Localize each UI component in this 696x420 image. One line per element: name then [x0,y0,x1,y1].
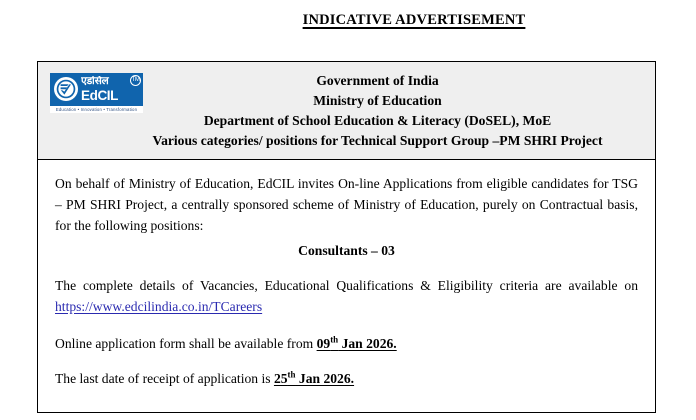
header-line-ministry: Ministry of Education [313,93,442,109]
last-date-value [274,371,354,386]
header-line-positions: Various categories/ positions for Technical Support Group –PM SHRI Project [152,133,603,149]
edcil-logo [50,73,143,113]
last-date-day: 25 [273,371,288,387]
edcil-logo-hindi: एडसिल [81,75,109,87]
last-date-month-year: Jan 2026. [295,371,355,387]
advertisement-table [37,61,656,413]
details-paragraph [55,276,638,317]
edcil-emblem-icon [54,77,78,101]
last-date-paragraph [55,369,638,390]
edcil-logo-latin: EdCIL [81,87,118,103]
online-form-text: Online application form shall be available from [55,335,317,351]
online-form-date [317,336,397,351]
advertisement-body-cell [38,160,655,412]
details-text: The complete details of Vacancies, Educational Qualifications & Eligibility criteria are available on [55,278,638,294]
page-title-container [0,11,696,29]
intro-paragraph: On behalf of Ministry of Education, EdCIL invites On-line Applications from eligible candidates for TSG – PM SHRI Project, a centrally sponsored scheme of Ministry of Education, purely on Contractual basis, for the following positions: [55,176,638,233]
edcil-logo-main [50,73,143,105]
positions-heading: Consultants – 03 [298,243,395,259]
page-title: INDICATIVE ADVERTISEMENT [302,12,526,28]
trademark-icon: TM [130,75,141,86]
header-line-government: Government of India [316,73,439,88]
online-form-day: 09 [316,335,331,351]
edcil-careers-link[interactable]: https://www.edcilindia.co.in/TCareers [55,299,263,315]
online-form-paragraph [55,334,638,355]
header-line-department: Department of School Education & Literacy (DoSEL), MoE [203,113,552,129]
edcil-logo-tagline: Education • Innovation • Transformation [50,105,143,113]
edcil-logo-wordmark [81,76,118,103]
online-form-month-year: Jan 2026. [338,335,397,351]
last-date-day-suffix: th [287,369,296,380]
advertisement-header-cell [38,62,655,160]
last-date-text: The last date of receipt of application is [55,371,274,387]
online-form-day-suffix: th [330,334,339,345]
